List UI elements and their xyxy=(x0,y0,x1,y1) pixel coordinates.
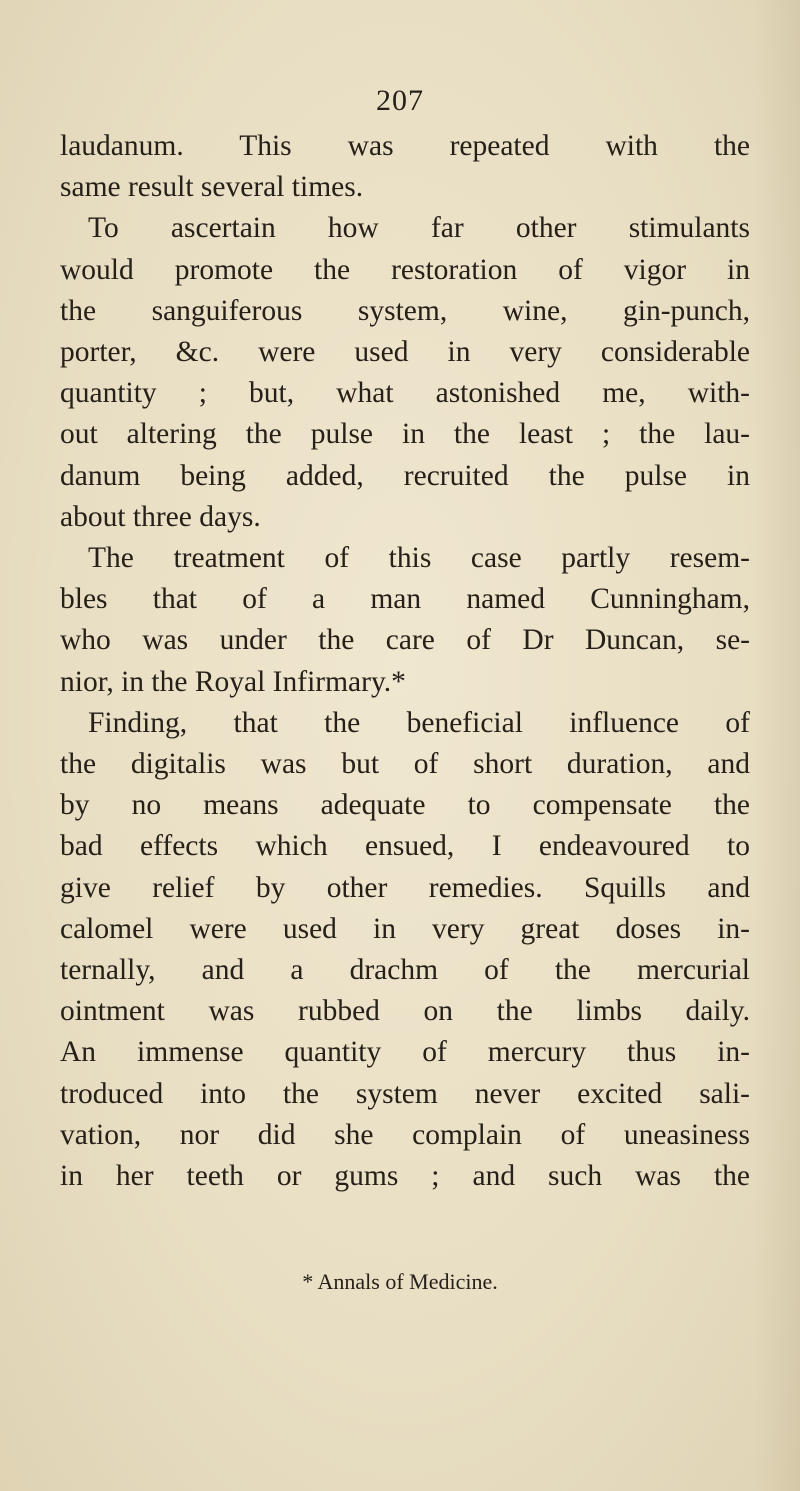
text-line: by no means adequate to compensate the xyxy=(60,789,750,822)
text-line: would promote the restoration of vigor in xyxy=(60,253,750,286)
text-line: An immense quantity of mercury thus in- xyxy=(60,1036,750,1069)
text-line: To ascertain how far other stimulants xyxy=(88,212,750,245)
text-line: calomel were used in very great doses in- xyxy=(60,912,750,945)
body-text xyxy=(60,126,750,1197)
text-line: bles that of a man named Cunningham, xyxy=(60,583,750,616)
text-line: the sanguiferous system, wine, gin-punch, xyxy=(60,294,750,327)
text-line: quantity ; but, what astonished me, with- xyxy=(60,377,750,410)
text-line: nior, in the Royal Infirmary.* xyxy=(60,665,406,698)
text-line: Finding, that the beneficial influence of xyxy=(88,706,750,739)
text-line: ointment was rubbed on the limbs daily. xyxy=(60,995,750,1028)
text-line: The treatment of this case partly resem- xyxy=(88,542,750,575)
text-line: out altering the pulse in the least ; the lau- xyxy=(60,418,750,451)
page-edge-shadow xyxy=(754,0,800,1491)
text-line: about three days. xyxy=(60,500,261,533)
text-line: bad effects which ensued, I endeavoured to xyxy=(60,830,750,863)
text-line: vation, nor did she complain of uneasiness xyxy=(60,1118,750,1151)
text-line: who was under the care of Dr Duncan, se- xyxy=(60,624,750,657)
text-line: ternally, and a drachm of the mercurial xyxy=(60,954,750,987)
footnote: * Annals of Medicine. xyxy=(302,1269,498,1294)
text-line: in her teeth or gums ; and such was the xyxy=(60,1160,750,1193)
text-line: troduced into the system never excited sali- xyxy=(60,1077,750,1110)
text-line: laudanum. This was repeated with the xyxy=(60,130,750,162)
page-number: 207 xyxy=(376,84,424,117)
text-line: danum being added, recruited the pulse in xyxy=(60,459,750,492)
text-line: same result several times. xyxy=(60,171,364,204)
text-line: porter, &c. were used in very considerable xyxy=(60,336,750,369)
text-line: the digitalis was but of short duration, and xyxy=(60,748,750,781)
text-line: give relief by other remedies. Squills and xyxy=(60,871,750,904)
